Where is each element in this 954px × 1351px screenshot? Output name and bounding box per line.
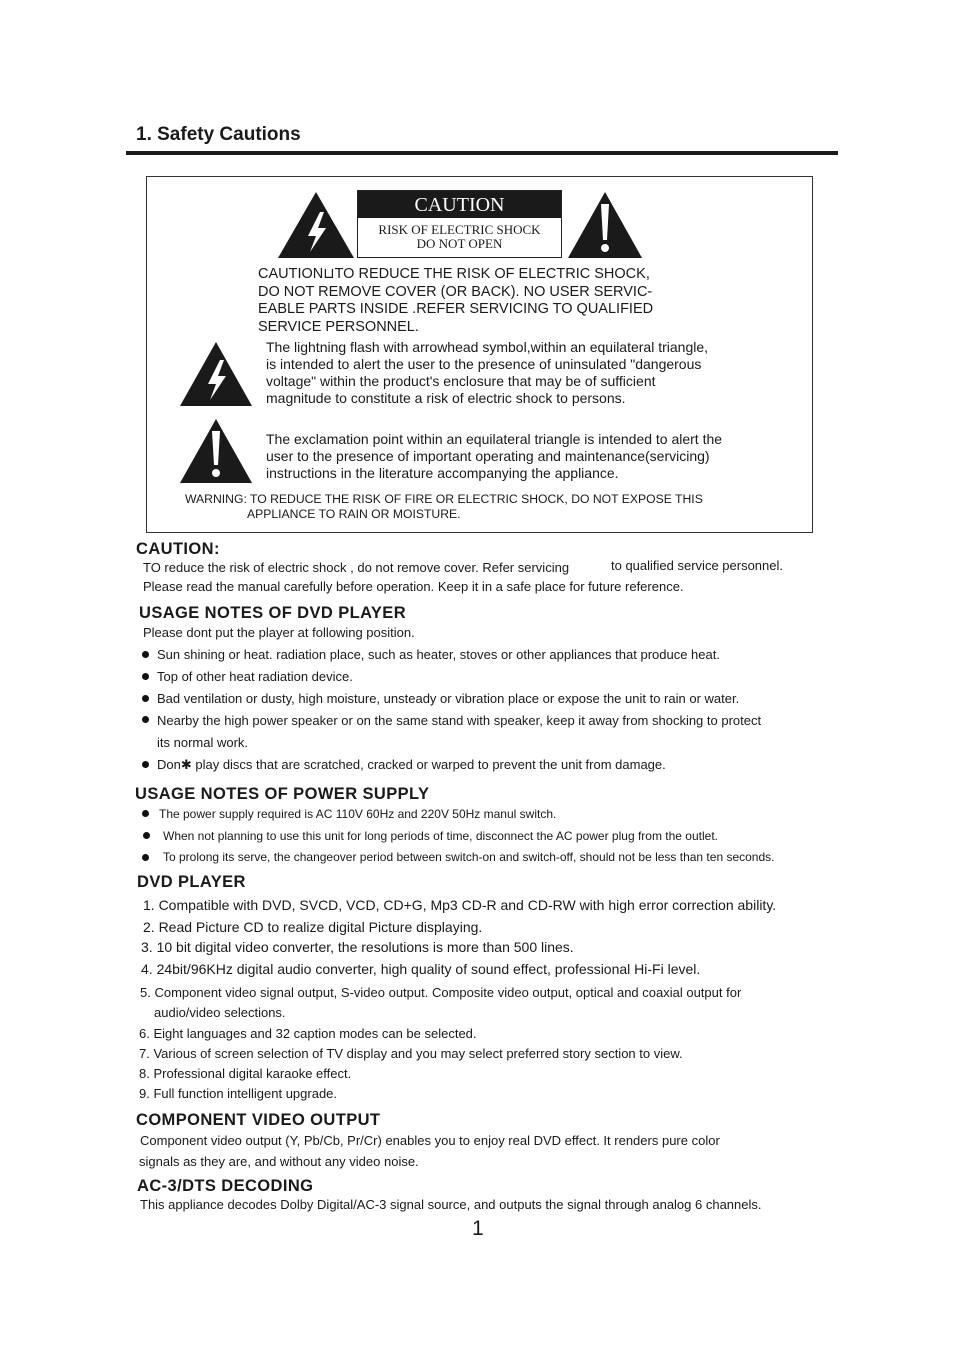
bullet (142, 695, 149, 702)
component-text-2: signals as they are, and without any video noise. (139, 1154, 419, 1169)
caution-label-sub-1: RISK OF ELECTRIC SHOCK (378, 222, 541, 237)
notice-line: SERVICE PERSONNEL. (258, 318, 419, 335)
dvd-usage-intro: Please dont put the player at following position. (143, 625, 415, 640)
dvd-player-item: 8. Professional digital karaoke effect. (139, 1066, 352, 1081)
component-heading: COMPONENT VIDEO OUTPUT (136, 1111, 381, 1129)
bullet (142, 761, 149, 768)
lightning-line: magnitude to constitute a risk of electric shock to persons. (266, 390, 626, 406)
dvd-usage-item: Bad ventilation or dusty, high moisture, unsteady or vibration place or expose the unit to rain or water. (157, 691, 740, 706)
lightning-triangle-icon (276, 190, 356, 260)
dvd-player-item: 4. 24bit/96KHz digital audio converter, high quality of sound effect, professional Hi-Fi level. (141, 961, 701, 977)
exclaim-line: instructions in the literature accompanying the appliance. (266, 465, 619, 481)
warning-line-2: APPLIANCE TO RAIN OR MOISTURE. (247, 507, 461, 521)
bullet (142, 673, 149, 680)
exclamation-triangle-icon (566, 190, 644, 260)
dvd-usage-item: Don✱ play discs that are scratched, cracked or warped to prevent the unit from damage. (157, 757, 666, 772)
dvd-player-item: 2. Read Picture CD to realize digital Picture displaying. (143, 919, 483, 935)
notice-line: DO NOT REMOVE COVER (OR BACK). NO USER SERVIC- (258, 283, 653, 300)
dvd-player-item: 9. Full function intelligent upgrade. (139, 1086, 338, 1101)
dvd-player-item: 3. 10 bit digital video converter, the resolutions is more than 500 lines. (141, 939, 574, 955)
notice-line: CAUTION⊔TO REDUCE THE RISK OF ELECTRIC SHOCK, (258, 266, 650, 282)
bullet (142, 854, 149, 861)
power-usage-item: When not planning to use this unit for long periods of time, disconnect the AC power plug from the outlet. (163, 829, 718, 843)
caution-label-head: CAUTION (358, 191, 561, 218)
bullet (143, 832, 150, 839)
warning-line-1: WARNING: TO REDUCE THE RISK OF FIRE OR ELECTRIC SHOCK, DO NOT EXPOSE THIS (185, 492, 703, 506)
caution-text-1a: TO reduce the risk of electric shock , do not remove cover. Refer servicing (143, 560, 570, 575)
dvd-player-item: 6. Eight languages and 32 caption modes can be selected. (139, 1026, 477, 1041)
ac3-heading: AC-3/DTS DECODING (137, 1177, 314, 1195)
lightning-triangle-icon (178, 340, 254, 408)
dvd-usage-heading: USAGE NOTES OF DVD PLAYER (139, 604, 407, 622)
ac3-text-1: This appliance decodes Dolby Digital/AC-3 signal source, and outputs the signal through analog 6 channels. (140, 1197, 762, 1212)
power-usage-heading: USAGE NOTES OF POWER SUPPLY (135, 785, 430, 803)
page-title: 1. Safety Cautions (136, 124, 301, 145)
dvd-usage-item: Sun shining or heat. radiation place, such as heater, stoves or other appliances that produce heat. (157, 647, 720, 662)
dvd-player-item: 1. Compatible with DVD, SVCD, VCD, CD+G, Mp3 CD-R and CD-RW with high error correction ability. (143, 897, 777, 913)
exclaim-line: The exclamation point within an equilateral triangle is intended to alert the (266, 431, 723, 447)
component-text-1: Component video output (Y, Pb/Cb, Pr/Cr) enables you to enjoy real DVD effect. It renders pure color (140, 1133, 720, 1148)
caution-text-1b: to qualified service personnel. (611, 558, 783, 573)
dvd-player-item: 7. Various of screen selection of TV display and you may select preferred story section to view. (139, 1046, 683, 1061)
caution-label (357, 190, 562, 258)
dvd-usage-item-continued: its normal work. (157, 735, 249, 750)
caution-heading: CAUTION: (136, 540, 220, 558)
notice-line: EABLE PARTS INSIDE .REFER SERVICING TO QUALIFIED (258, 301, 654, 318)
caution-text-2: Please read the manual carefully before operation. Keep it in a safe place for future reference. (143, 579, 684, 594)
lightning-line: is intended to alert the user to the presence of uninsulated "dangerous (266, 356, 702, 372)
lightning-description (266, 339, 708, 407)
dvd-player-item-continued: audio/video selections. (154, 1005, 286, 1020)
exclamation-triangle-icon (178, 417, 254, 485)
title-rule (126, 151, 838, 155)
dvd-usage-item: Nearby the high power speaker or on the same stand with speaker, keep it away from shocking to protect (157, 713, 762, 728)
dvd-usage-item: Top of other heat radiation device. (157, 669, 353, 684)
power-usage-item: To prolong its serve, the changeover period between switch-on and switch-off, should not be less than ten seconds. (163, 850, 775, 864)
dvd-player-heading: DVD PLAYER (137, 873, 246, 891)
page-number: 1 (472, 1217, 484, 1240)
caution-label-sub-2: DO NOT OPEN (416, 236, 503, 251)
bullet (142, 810, 149, 817)
lightning-line: voltage" within the product's enclosure that may be of sufficient (266, 373, 656, 389)
power-usage-item: The power supply required is AC 110V 60Hz and 220V 50Hz manul switch. (159, 807, 557, 821)
caution-notice (258, 266, 653, 336)
exclaim-line: user to the presence of important operating and maintenance(servicing) (266, 448, 710, 464)
bullet (142, 716, 149, 723)
bullet (142, 651, 149, 658)
lightning-line: The lightning flash with arrowhead symbol,within an equilateral triangle, (266, 339, 709, 355)
dvd-player-item: 5. Component video signal output, S-video output. Composite video output, optical and coaxial output for (140, 985, 742, 1000)
exclamation-description (266, 431, 722, 482)
